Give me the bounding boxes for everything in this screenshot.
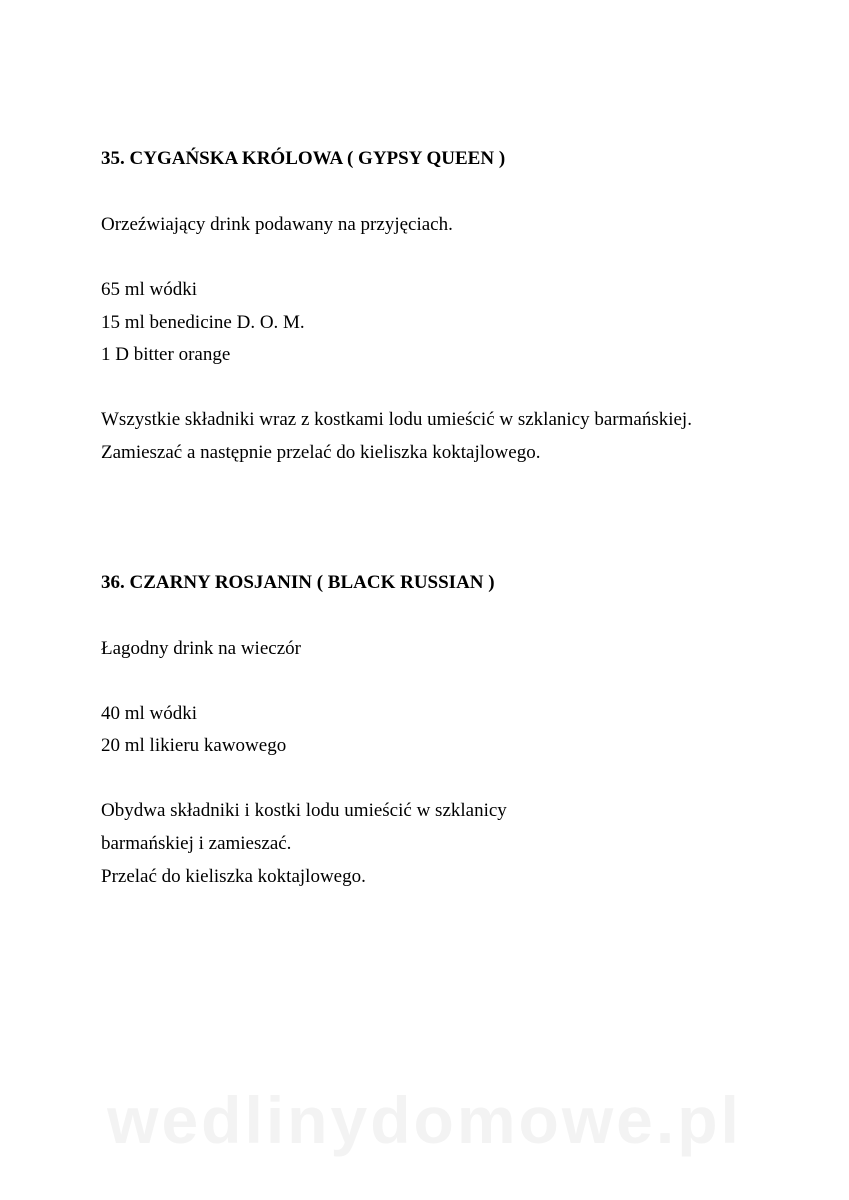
ingredient-item: 15 ml benedicine D. O. M. bbox=[101, 312, 305, 333]
ingredient-item: 40 ml wódki bbox=[101, 703, 198, 724]
ingredient-item: 65 ml wódki bbox=[101, 279, 198, 300]
recipe-description: Orzeźwiający drink podawany na przyjęciach. bbox=[101, 214, 453, 235]
recipe-title: 35. CYGAŃSKA KRÓLOWA ( GYPSY QUEEN ) bbox=[101, 148, 506, 169]
ingredient-item: 20 ml likieru kawowego bbox=[101, 735, 287, 756]
ingredient-item: 1 D bitter orange bbox=[101, 344, 231, 365]
instruction-line: Przelać do kieliszka koktajlowego. bbox=[101, 866, 366, 887]
instruction-line: Zamieszać a następnie przelać do kieliszka koktajlowego. bbox=[101, 442, 541, 463]
instruction-line: Obydwa składniki i kostki lodu umieścić w szklanicy bbox=[101, 800, 507, 821]
recipe-title: 36. CZARNY ROSJANIN ( BLACK RUSSIAN ) bbox=[101, 572, 495, 593]
recipe-description: Łagodny drink na wieczór bbox=[101, 638, 301, 659]
watermark: wedlinydomowe.pl bbox=[107, 1083, 742, 1157]
instruction-line: barmańskiej i zamieszać. bbox=[101, 833, 292, 854]
instruction-line: Wszystkie składniki wraz z kostkami lodu umieścić w szklanicy barmańskiej. bbox=[101, 409, 692, 430]
